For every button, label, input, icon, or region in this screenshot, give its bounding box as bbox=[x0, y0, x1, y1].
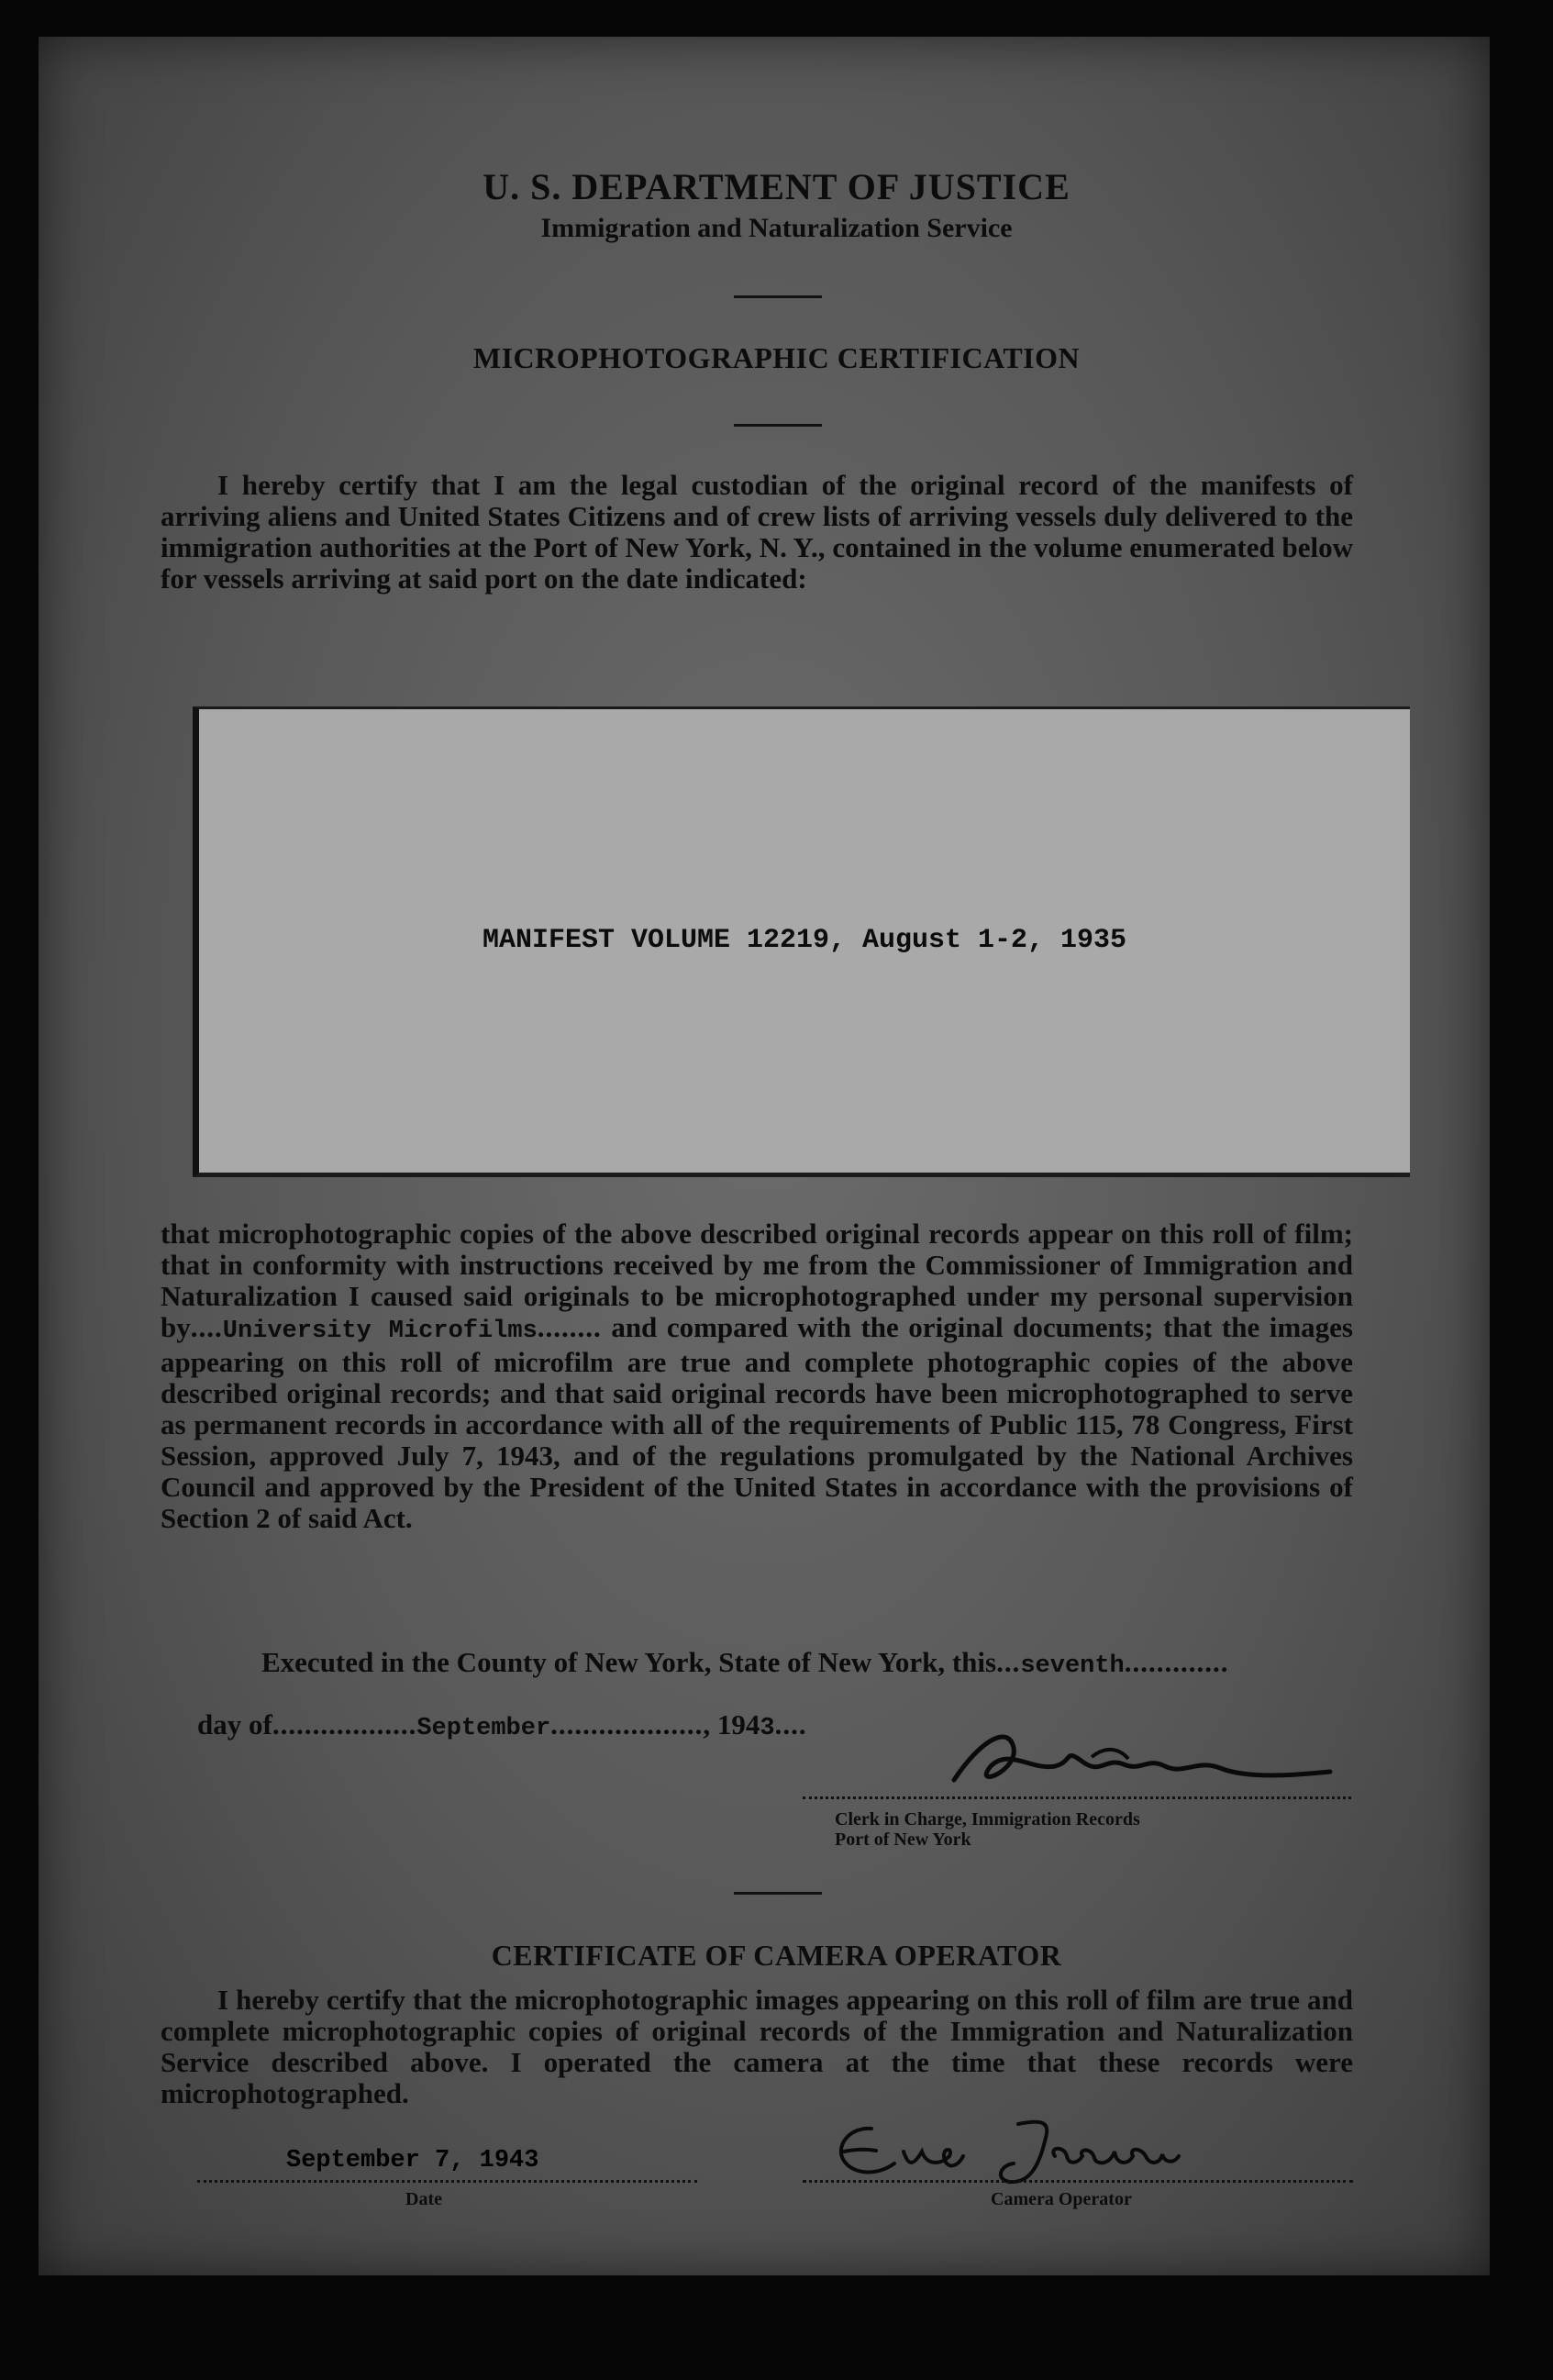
execution-lead: Executed in the County of New York, State of New York, this bbox=[261, 1646, 997, 1678]
service-subheading: Immigration and Naturalization Service bbox=[540, 213, 1013, 243]
microfilmer-name: University Microfilms bbox=[222, 1318, 538, 1345]
dotted-leader: .... bbox=[190, 1311, 223, 1343]
operator-signature-line bbox=[803, 2180, 1353, 2183]
clerk-signature bbox=[945, 1720, 1358, 1803]
date-label: Date bbox=[405, 2189, 442, 2209]
manifest-slip bbox=[193, 706, 1410, 1177]
dotted-leader: .... bbox=[774, 1708, 807, 1741]
divider bbox=[734, 424, 822, 427]
certification-title: MICROPHOTOGRAPHIC CERTIFICATION bbox=[472, 341, 1081, 374]
divider bbox=[734, 1892, 822, 1895]
dotted-leader: .................. bbox=[272, 1708, 417, 1741]
operator-date-value: September 7, 1943 bbox=[286, 2147, 539, 2174]
department-heading: U. S. DEPARTMENT OF JUSTICE bbox=[483, 166, 1070, 207]
divider bbox=[734, 295, 822, 298]
execution-year-prefix: , 194 bbox=[703, 1708, 760, 1741]
dotted-leader: ........ bbox=[537, 1311, 602, 1343]
execution-year-suffix: 3 bbox=[760, 1715, 775, 1742]
certification-body bbox=[161, 1218, 1353, 1534]
clerk-signature-line bbox=[803, 1796, 1351, 1799]
day-of-label: day of bbox=[197, 1708, 272, 1741]
execution-day: seventh bbox=[1020, 1652, 1125, 1680]
body-text-part2: and compared with the original documents; that the images appearing on this roll of microfilm are true and complete photographic copies of the above described original records; and that said original records have been microphotographed to serve as permanent records in accordance with all of the requirements of Public 115, 78 Congress, First Session, approved July 7, 1943, and of the regulations promulgated by the National Archives Council and approved by the President of the United States in accordance with the provisions of Section 2 of said Act. bbox=[161, 1311, 1353, 1534]
clerk-title-line1: Clerk in Charge, Immigration Records bbox=[835, 1809, 1140, 1829]
execution-month: September bbox=[416, 1715, 551, 1742]
operator-signature bbox=[821, 2110, 1252, 2197]
camera-operator-label: Camera Operator bbox=[991, 2189, 1132, 2209]
date-signature-line bbox=[197, 2180, 697, 2183]
dotted-leader: ............. bbox=[1124, 1646, 1229, 1678]
date-line bbox=[197, 1708, 807, 1742]
dotted-leader: ................... bbox=[550, 1708, 704, 1741]
operator-heading: CERTIFICATE OF CAMERA OPERATOR bbox=[491, 1939, 1062, 1972]
manifest-volume-text: MANIFEST VOLUME 12219, August 1-2, 1935 bbox=[482, 925, 1127, 956]
intro-paragraph: I hereby certify that I am the legal custodian of the original record of the manifests of arriving aliens and United States Citizens and of crew lists of arriving vessels duly delivered to the immigration authorities at the Port of New York, N. Y., contained in the volume enumerated below for vessels arriving at said port on the date indicated: bbox=[161, 469, 1353, 595]
clerk-title-line2: Port of New York bbox=[835, 1829, 971, 1850]
execution-line bbox=[261, 1646, 1229, 1680]
body-text-part1: that microphotographic copies of the above described original records appear on this roll of film; that in conformity with instructions received by me from the Commissioner of Immigration and Naturalization I caused said originals to be microphotographed under my personal supervision by bbox=[161, 1218, 1353, 1343]
operator-paragraph: I hereby certify that the microphotographic images appearing on this roll of film are true and complete microphotographic copies of original records of the Immigration and Naturalization Service described above. I operated the camera at the time that these records were microphotographed. bbox=[161, 1984, 1353, 2109]
dotted-leader: ... bbox=[996, 1646, 1021, 1678]
